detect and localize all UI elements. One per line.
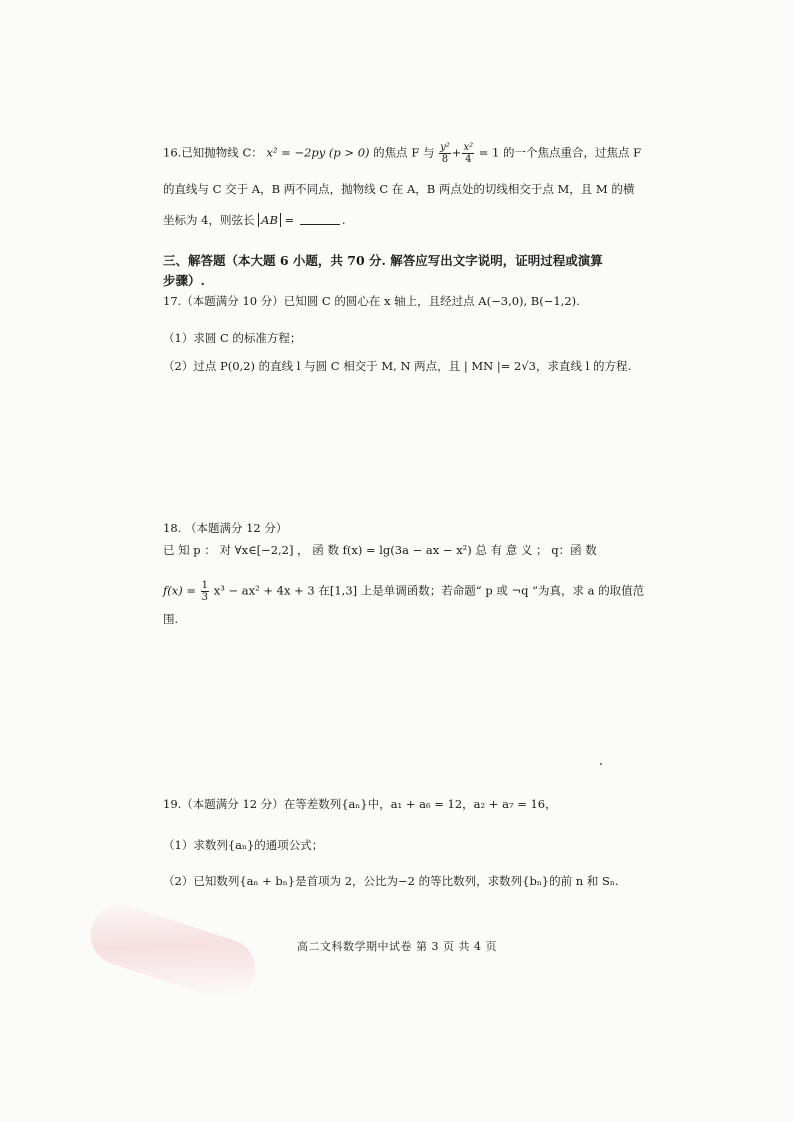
q18-line-1: 已 知 p ： 对 ∀x∈[−2,2] ， 函 数 f(x) = lg(3a − ax − x²) 总 有 意 义 ； q：函 数 [163,543,597,557]
answer-blank [300,224,340,225]
q18-line-2: f(x) = $\frac{1}{3}$ x³ − ax² + 4x + 3 在[1,3] 上是单调函数；若命题“ p 或 ¬q ”为真，求 a 的取值范 [163,580,645,603]
one-third-frac: $\frac{1}{3}$ [201,580,209,603]
q16-line-1: 16.已知抛物线 C： x² = −2py (p > 0) 的焦点 F 与 $\frac{\text{y²}}{8}$ + $\frac{\text{x²}}{4}$ = 1 的一个焦点重合，过焦点 F [163,142,642,165]
q19-part-2: （2）已知数列{aₙ + bₙ}是首项为 2，公比为−2 的等比数列，求数列{bₙ}的前 n 和 Sₙ. [163,874,619,888]
q16-line-2: 的直线与 C 交于 A，B 两不同点，抛物线 C 在 A，B 两点处的切线相交于点 M，且 M 的横 [163,182,635,196]
q19-head: 19.（本题满分 12 分）在等差数列{aₙ}中，a₁ + a₆ = 12，a₂ + a₇ = 16， [163,797,557,811]
speck [600,763,602,765]
ellipse-frac-x: $\frac{\text{x²}}{4}$ [463,142,474,165]
q19-part-1: （1）求数列{aₙ}的通项公式； [163,838,324,852]
ellipse-frac-y: $\frac{\text{y²}}{8}$ [440,142,450,165]
q17-part-2: （2）过点 P(0,2) 的直线 l 与圆 C 相交于 M, N 两点，且 | MN |= 2√3，求直线 l 的方程. [163,359,632,373]
q16-line-3: 坐标为 4，则弦长 AB = . [163,213,346,227]
q18-line-3: 围. [163,612,179,626]
page-footer: 高二文科数学期中试卷 第 3 页 共 4 页 [297,940,497,953]
q17-part-1: （1）求圆 C 的标准方程； [163,331,302,345]
q18-head: 18. （本题满分 12 分） [163,521,288,535]
q17-head: 17.（本题满分 10 分）已知圆 C 的圆心在 x 轴上，且经过点 A(−3,0), B(−1,2). [163,294,580,308]
